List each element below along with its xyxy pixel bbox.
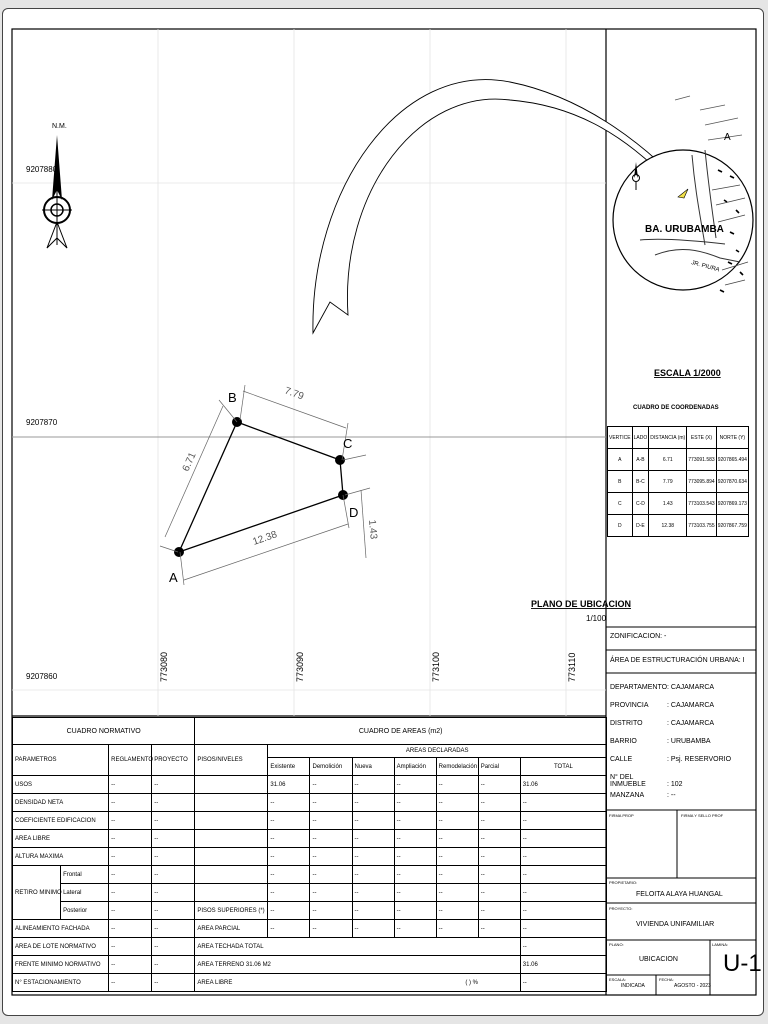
dash-cell: -- (268, 848, 310, 866)
dash-cell: -- (268, 830, 310, 848)
table-row (13, 794, 607, 812)
dash-cell: -- (436, 866, 478, 884)
dimension-cd: 1.43 (366, 519, 379, 540)
area-terreno-total: 31.06 (520, 956, 606, 974)
dash-cell: -- (520, 794, 606, 812)
coord-header: NORTE (Y) (716, 427, 748, 449)
field-value: : 102 (667, 781, 683, 788)
dash-cell: -- (394, 920, 436, 938)
plan-title: PLANO DE UBICACION (531, 599, 632, 609)
param-densidad: DENSIDAD NETA (13, 794, 109, 812)
dash-cell: -- (109, 884, 152, 902)
dash-cell: -- (436, 848, 478, 866)
table-row (13, 830, 607, 848)
dash-cell: -- (109, 848, 152, 866)
field-label: DISTRITO (610, 720, 643, 727)
dash-cell: -- (436, 776, 478, 794)
area-col: TOTAL (520, 758, 606, 776)
field-label: BARRIO (610, 738, 637, 745)
field-label: CALLE (610, 756, 633, 763)
dash-cell: -- (394, 884, 436, 902)
field-label: MANZANA (610, 792, 645, 799)
empty-cell (195, 866, 268, 884)
param-coeficiente: COEFICIENTE EDIFICACION (13, 812, 109, 830)
escala-value: INDICADA (621, 983, 645, 989)
area-terreno: AREA TERRENO 31.06 M2 (195, 956, 520, 974)
plano-value: UBICACION (639, 956, 678, 963)
dash-cell: -- (352, 866, 394, 884)
plan-scale: 1/100 (586, 614, 607, 623)
area-col: Existente (268, 758, 310, 776)
dash-cell: -- (520, 884, 606, 902)
dash-cell: -- (109, 938, 152, 956)
dash-cell: -- (152, 776, 195, 794)
dash-cell: -- (310, 866, 352, 884)
grid-y-label-1: 9207880 (26, 165, 58, 174)
coordinate-grid (12, 29, 606, 716)
empty-cell (195, 794, 268, 812)
vertex-label-b: B (228, 390, 237, 405)
dash-cell: -- (478, 920, 520, 938)
field-value: : CAJAMARCA (667, 702, 715, 709)
dash-cell: -- (520, 848, 606, 866)
coord-cell: 9207870.634 (716, 471, 748, 493)
dash-cell: -- (478, 830, 520, 848)
dash-cell: -- (109, 902, 152, 920)
table-row (13, 956, 607, 974)
empty-cell (195, 884, 268, 902)
normativo-title: CUADRO NORMATIVO (13, 718, 195, 745)
coord-cell: D-E (632, 515, 649, 537)
table-row (608, 515, 749, 537)
param-frente-minimo: FRENTE MINIMO NORMATIVO (13, 956, 109, 974)
coord-cell: A (608, 449, 633, 471)
dash-cell: -- (478, 884, 520, 902)
dash-cell: -- (109, 830, 152, 848)
dash-cell: -- (109, 974, 152, 992)
param-lateral: Lateral (61, 884, 109, 902)
dash-cell: -- (394, 866, 436, 884)
proyecto-label: PROYECTO: (609, 906, 633, 911)
table-row (13, 902, 607, 920)
dash-cell: -- (436, 830, 478, 848)
zonificacion: ZONIFICACION: - (610, 633, 667, 640)
table-row (13, 745, 607, 758)
coord-cell: B-C (632, 471, 649, 493)
grid-x-label-3: 773100 (431, 651, 441, 682)
coord-cell: D (608, 515, 633, 537)
dash-cell: -- (268, 866, 310, 884)
dash-cell: -- (394, 830, 436, 848)
header-reglamento: REGLAMENTO (109, 745, 152, 776)
table-row (13, 718, 607, 745)
dash-cell: -- (152, 920, 195, 938)
grid-x-label-4: 773110 (567, 652, 577, 682)
dash-cell: -- (436, 812, 478, 830)
coord-header: LADO (632, 427, 649, 449)
coord-header: ESTE (X) (687, 427, 716, 449)
table-row (608, 471, 749, 493)
table-row (13, 920, 607, 938)
existente-usos: 31.06 (268, 776, 310, 794)
area-libre-row (195, 974, 520, 992)
dash-cell: -- (152, 956, 195, 974)
proyecto-value: VIVIENDA UNIFAMILIAR (636, 921, 715, 928)
dash-cell: -- (352, 776, 394, 794)
plano-label: PLANO: (609, 942, 624, 947)
dash-cell: -- (436, 884, 478, 902)
dash-cell: -- (152, 794, 195, 812)
coord-cell: 773103.755 (687, 515, 716, 537)
dash-cell: -- (268, 794, 310, 812)
param-area-libre: AREA LIBRE (13, 830, 109, 848)
north-label: N.M. (52, 123, 67, 130)
dash-cell: -- (478, 776, 520, 794)
dimension-ab: 6.71 (180, 450, 199, 474)
dash-cell: -- (478, 812, 520, 830)
field-value: : CAJAMARCA (667, 684, 715, 691)
vertex-label-d: D (349, 505, 359, 520)
dash-cell: -- (268, 884, 310, 902)
empty-cell (195, 848, 268, 866)
area-col: Parcial (478, 758, 520, 776)
table-row (13, 938, 607, 956)
coord-cell: 9207865.494 (716, 449, 748, 471)
dash-cell: -- (310, 920, 352, 938)
param-posterior: Posterior (61, 902, 109, 920)
dash-cell: -- (310, 848, 352, 866)
total-usos: 31.06 (520, 776, 606, 794)
grid-x-label-2: 773090 (295, 651, 305, 682)
map-scale: ESCALA 1/2000 (654, 368, 721, 378)
area-col: Remodelación (436, 758, 478, 776)
header-areas-declaradas: AREAS DECLARADAS (268, 745, 607, 758)
dash-cell: -- (520, 974, 606, 992)
dash-cell: -- (394, 902, 436, 920)
param-frontal: Frontal (61, 866, 109, 884)
coord-cell: 773091.583 (687, 449, 716, 471)
field-value: : URUBAMBA (667, 738, 711, 745)
dash-cell: -- (478, 902, 520, 920)
dash-cell: -- (310, 776, 352, 794)
table-row (13, 848, 607, 866)
dash-cell: -- (268, 920, 310, 938)
coordinates-table (607, 426, 749, 537)
param-retiro-minimo: RETIRO MINIMO (13, 866, 61, 920)
dash-cell: -- (352, 830, 394, 848)
dash-cell: -- (152, 938, 195, 956)
area-col: Nueva (352, 758, 394, 776)
dash-cell: -- (152, 902, 195, 920)
dash-cell: -- (520, 938, 606, 956)
field-value: : Psj. RESERVORIO (667, 756, 732, 763)
dash-cell: -- (478, 866, 520, 884)
map-place-label: BA. URUBAMBA (645, 224, 724, 235)
dash-cell: -- (394, 776, 436, 794)
firma-prop-label: FIRMA PROP (609, 813, 634, 818)
coord-cell: 9207869.173 (716, 493, 748, 515)
field-value: : -- (667, 792, 676, 799)
field-label: DEPARTAMENTO (610, 684, 668, 691)
coord-cell: 12.38 (649, 515, 687, 537)
map-vertex-label: A (724, 132, 731, 143)
dimension-bc: 7.79 (282, 385, 306, 403)
dash-cell: -- (436, 920, 478, 938)
param-area-lote: AREA DE LOTE NORMATIVO (13, 938, 109, 956)
table-row (13, 776, 607, 794)
dash-cell: -- (310, 812, 352, 830)
dash-cell: -- (109, 920, 152, 938)
dash-cell: -- (520, 920, 606, 938)
dash-cell: -- (109, 776, 152, 794)
coord-cell: 6.71 (649, 449, 687, 471)
dash-cell: -- (520, 902, 606, 920)
normativo-table (12, 717, 607, 992)
empty-cell (195, 830, 268, 848)
dash-cell: -- (436, 794, 478, 812)
dash-cell: -- (310, 884, 352, 902)
coord-cell: A-B (632, 449, 649, 471)
dash-cell: -- (152, 848, 195, 866)
table-row (608, 427, 749, 449)
dash-cell: -- (152, 866, 195, 884)
coord-cell: 773103.543 (687, 493, 716, 515)
grid-y-label-3: 9207860 (26, 672, 58, 681)
coord-cell: 773095.894 (687, 471, 716, 493)
dash-cell: -- (268, 902, 310, 920)
dash-cell: -- (352, 920, 394, 938)
coord-cell: 1.43 (649, 493, 687, 515)
location-fields (610, 684, 754, 810)
pisos-superiores: PISOS SUPERIORES (*) (195, 902, 268, 920)
dash-cell: -- (109, 794, 152, 812)
areas-title: CUADRO DE AREAS (m2) (195, 718, 607, 745)
dash-cell: -- (152, 812, 195, 830)
field-label: N° DEL INMUEBLE (610, 774, 646, 788)
fecha-value: AGOSTO - 2023 (674, 983, 711, 989)
empty-cell (195, 776, 268, 794)
firma-sello-label: FIRMA Y SELLO PROF (681, 813, 724, 818)
header-pisos: PISOS/NIVELES (195, 745, 268, 776)
dash-cell: -- (109, 866, 152, 884)
dash-cell: -- (436, 902, 478, 920)
table-row (608, 449, 749, 471)
dash-cell: -- (268, 812, 310, 830)
area-col: Ampliación (394, 758, 436, 776)
coord-cell: C-D (632, 493, 649, 515)
dash-cell: -- (152, 830, 195, 848)
location-map (613, 96, 753, 292)
field-value: : CAJAMARCA (667, 720, 715, 727)
dash-cell: -- (310, 794, 352, 812)
param-estacionamiento: N° ESTACIONAMIENTO (13, 974, 109, 992)
area-libre-pct: ( ) % (465, 979, 478, 986)
lamina-label: LAMINA: (712, 942, 729, 947)
table-row (13, 812, 607, 830)
table-row (13, 884, 607, 902)
dash-cell: -- (394, 794, 436, 812)
dash-cell: -- (152, 884, 195, 902)
dash-cell: -- (310, 902, 352, 920)
coord-cell: B (608, 471, 633, 493)
param-alineamiento: ALINEAMIENTO FACHADA (13, 920, 109, 938)
dash-cell: -- (478, 794, 520, 812)
dash-cell: -- (109, 956, 152, 974)
coord-header: DISTANCIA (m) (649, 427, 687, 449)
dash-cell: -- (352, 812, 394, 830)
area-libre-label: AREA LIBRE (197, 979, 233, 986)
area-estructuracion: ÁREA DE ESTRUCTURACIÓN URBANA: I (610, 657, 745, 664)
dash-cell: -- (520, 830, 606, 848)
dash-cell: -- (352, 902, 394, 920)
param-altura: ALTURA MAXIMA (13, 848, 109, 866)
grid-x-label-1: 773080 (159, 651, 169, 682)
field-label: PROVINCIA (610, 702, 649, 709)
coord-cell: 7.79 (649, 471, 687, 493)
dash-cell: -- (520, 866, 606, 884)
dash-cell: -- (394, 812, 436, 830)
map-street-label: JR. PIURA (690, 260, 721, 274)
dash-cell: -- (152, 974, 195, 992)
grid-y-label-2: 9207870 (26, 418, 58, 427)
fecha-label: FECHA: (659, 977, 674, 982)
area-parcial: AREA PARCIAL (195, 920, 268, 938)
header-parametros: PARAMETROS (13, 745, 109, 776)
escala-label: ESCALA: (609, 977, 626, 982)
area-col: Demolición (310, 758, 352, 776)
vertex-label-c: C (343, 436, 353, 451)
dash-cell: -- (109, 812, 152, 830)
table-row (13, 866, 607, 884)
title-block-lines (606, 627, 756, 995)
propietario-label: PROPIETARIO: (609, 880, 638, 885)
param-usos: USOS (13, 776, 109, 794)
dash-cell: -- (478, 848, 520, 866)
coord-cell: C (608, 493, 633, 515)
dash-cell: -- (310, 830, 352, 848)
dash-cell: -- (520, 812, 606, 830)
table-row (608, 493, 749, 515)
coord-header: VERTICE (608, 427, 633, 449)
dash-cell: -- (352, 794, 394, 812)
area-techada-total: AREA TECHADA TOTAL (195, 938, 520, 956)
dimension-da: 12.38 (251, 529, 279, 548)
dash-cell: -- (352, 884, 394, 902)
header-proyecto: PROYECTO (152, 745, 195, 776)
propietario-value: FELOITA ALAYA HUANGAL (636, 891, 723, 898)
vertex-label-a: A (169, 570, 178, 585)
dimension-lines (160, 385, 370, 585)
north-arrow-icon (42, 135, 72, 248)
coordinates-title: CUADRO DE COORDENADAS (633, 405, 719, 411)
dash-cell: -- (352, 848, 394, 866)
dash-cell: -- (394, 848, 436, 866)
table-row (13, 974, 607, 992)
empty-cell (195, 812, 268, 830)
coord-cell: 9207867.759 (716, 515, 748, 537)
lamina-value: U-1 (723, 950, 762, 977)
